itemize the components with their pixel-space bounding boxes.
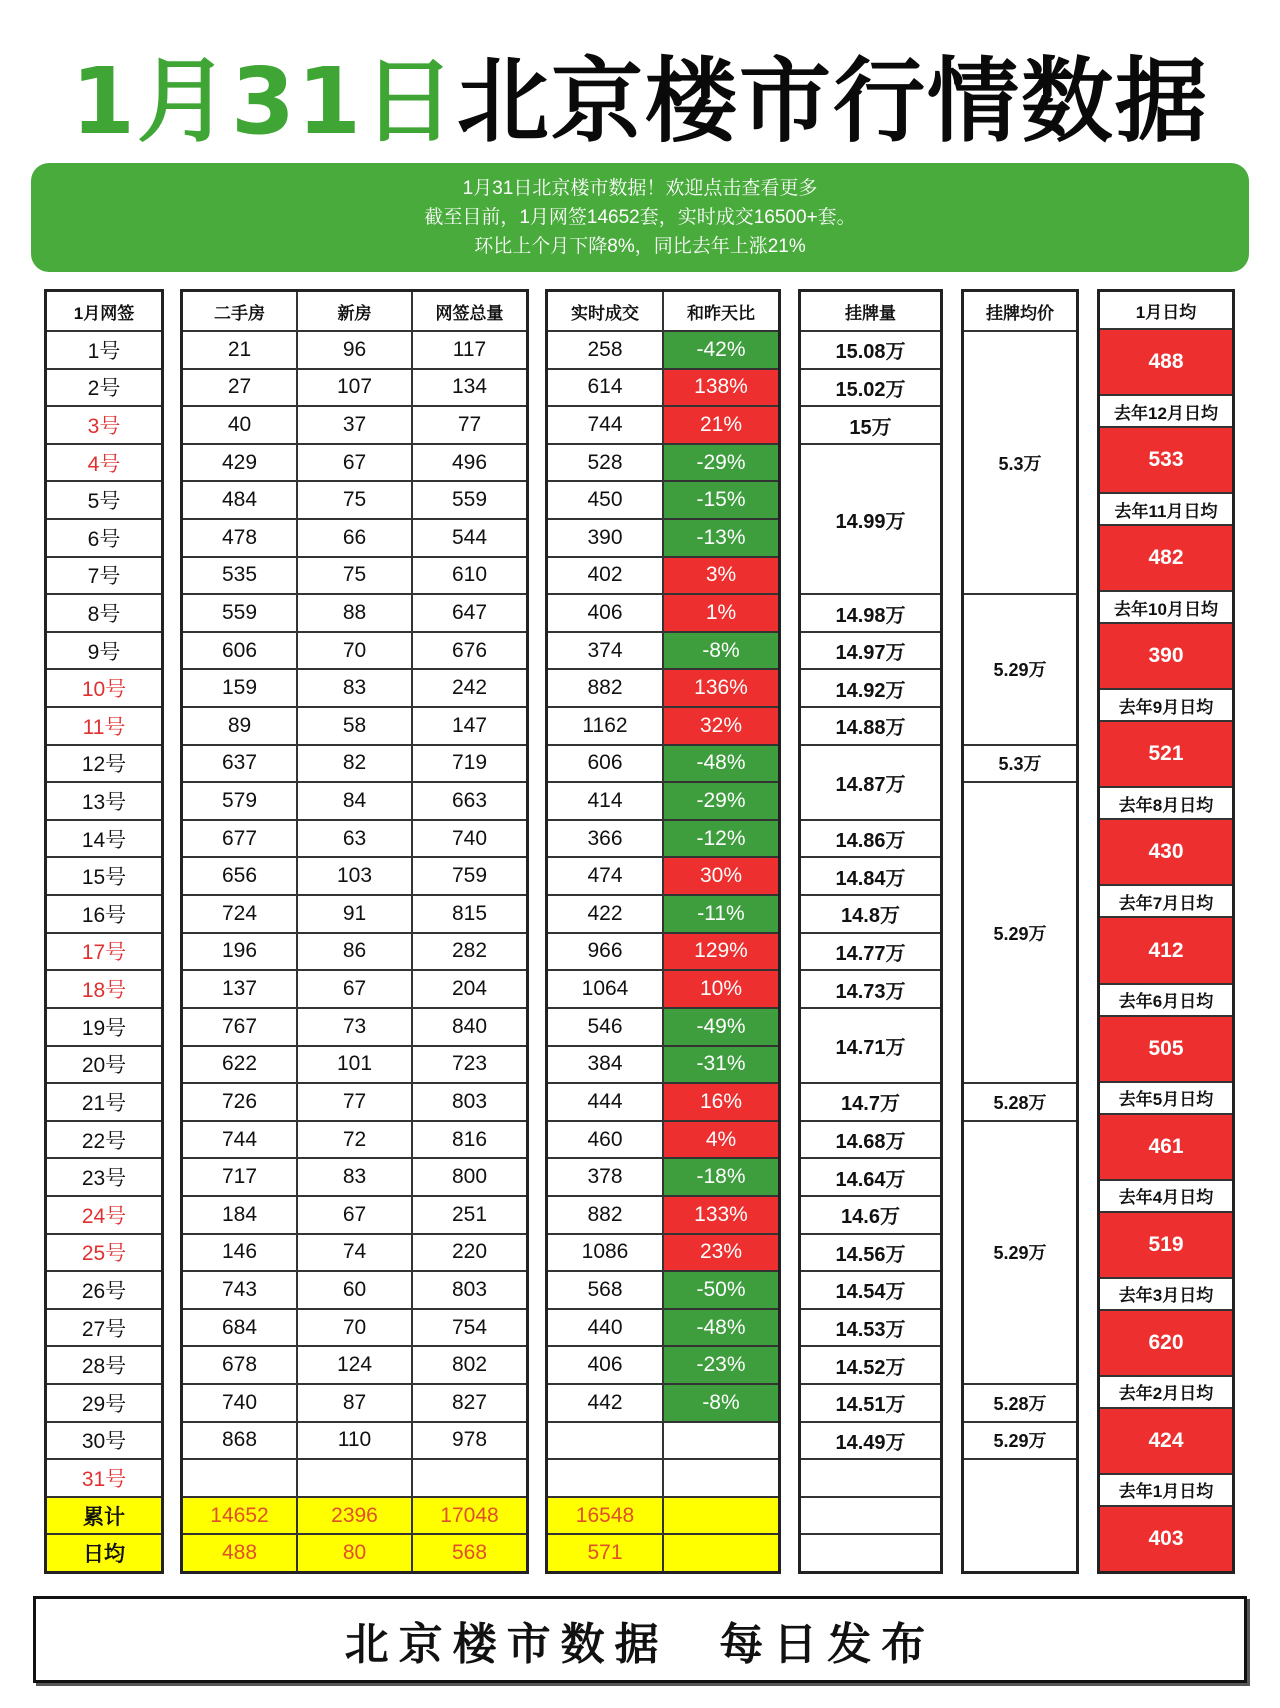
header-second: 二手房 (183, 292, 296, 330)
new-cell: 83 (298, 670, 411, 706)
second-cell: 677 (183, 821, 296, 857)
monthly-value: 505 (1100, 1017, 1232, 1081)
day-cell: 15号 (47, 858, 161, 894)
realtime-cell: 390 (548, 520, 662, 556)
change-cell: -48% (664, 1310, 778, 1346)
listing-cell: 14.87万 (801, 746, 940, 819)
realtime-cell: 606 (548, 746, 662, 782)
realtime-table (545, 289, 781, 1574)
realtime-cell: 440 (548, 1310, 662, 1346)
monthly-label: 去年8月日均 (1100, 788, 1232, 818)
summary-label: 累计 (47, 1498, 161, 1534)
change-cell: 21% (664, 407, 778, 443)
realtime-cell: 614 (548, 370, 662, 406)
second-cell: 137 (183, 971, 296, 1007)
realtime-cell: 460 (548, 1122, 662, 1158)
second-cell: 637 (183, 746, 296, 782)
change-cell: 138% (664, 370, 778, 406)
realtime-cell: 402 (548, 558, 662, 594)
listing-cell (801, 1535, 940, 1571)
day-cell: 22号 (47, 1122, 161, 1158)
second-cell: 535 (183, 558, 296, 594)
total-cell: 719 (413, 746, 526, 782)
total-cell: 803 (413, 1084, 526, 1120)
change-cell: -29% (664, 445, 778, 481)
realtime-cell: 414 (548, 783, 662, 819)
total-cell: 117 (413, 332, 526, 368)
monthly-value: 424 (1100, 1409, 1232, 1473)
footer-text: 北京楼市数据 每日发布 (344, 1618, 936, 1670)
change-cell: 30% (664, 858, 778, 894)
banner-line: 截至目前，1月网签14652套，实时成交16500+套。 (424, 207, 856, 228)
listing-cell: 15.08万 (801, 332, 940, 368)
new-cell: 75 (298, 558, 411, 594)
realtime-cell: 1162 (548, 708, 662, 744)
realtime-cell: 406 (548, 595, 662, 631)
monthly-average-column (1097, 289, 1235, 1574)
realtime-cell (548, 1460, 662, 1496)
footer-banner (33, 1596, 1247, 1683)
header-change: 和昨天比 (664, 292, 778, 330)
listing-cell: 14.77万 (801, 934, 940, 970)
listing-cell: 14.52万 (801, 1347, 940, 1383)
realtime-cell: 744 (548, 407, 662, 443)
realtime-cell: 258 (548, 332, 662, 368)
day-cell: 7号 (47, 558, 161, 594)
monthly-value: 482 (1100, 526, 1232, 590)
day-cell: 8号 (47, 595, 161, 631)
change-cell: -15% (664, 482, 778, 518)
total-cell: 647 (413, 595, 526, 631)
new-cell: 58 (298, 708, 411, 744)
total-cell: 840 (413, 1009, 526, 1045)
second-cell: 767 (183, 1009, 296, 1045)
new-cell: 66 (298, 520, 411, 556)
total-cell: 251 (413, 1197, 526, 1233)
header-price: 挂牌均价 (964, 292, 1076, 330)
change-cell: -8% (664, 633, 778, 669)
new-cell: 67 (298, 1197, 411, 1233)
realtime-cell: 450 (548, 482, 662, 518)
monthly-value: 461 (1100, 1115, 1232, 1179)
monthly-value: 519 (1100, 1213, 1232, 1277)
monthly-label: 1月日均 (1100, 292, 1232, 328)
total-cell: 978 (413, 1423, 526, 1459)
realtime-cell (548, 1423, 662, 1459)
second-cell: 484 (183, 482, 296, 518)
new-cell: 73 (298, 1009, 411, 1045)
listing-table (798, 289, 943, 1574)
day-cell: 13号 (47, 783, 161, 819)
realtime-cell: 378 (548, 1159, 662, 1195)
change-cell: -11% (664, 896, 778, 932)
day-cell: 2号 (47, 370, 161, 406)
summary-total: 568 (413, 1535, 526, 1571)
monthly-value: 533 (1100, 428, 1232, 492)
total-cell: 816 (413, 1122, 526, 1158)
summary-realtime: 16548 (548, 1498, 662, 1534)
second-cell: 678 (183, 1347, 296, 1383)
new-cell: 77 (298, 1084, 411, 1120)
header-day: 1月网签 (47, 292, 161, 330)
change-cell: -50% (664, 1272, 778, 1308)
second-cell: 146 (183, 1235, 296, 1271)
total-cell: 754 (413, 1310, 526, 1346)
new-cell: 103 (298, 858, 411, 894)
new-cell: 110 (298, 1423, 411, 1459)
monthly-value: 403 (1100, 1507, 1232, 1571)
day-cell: 11号 (47, 708, 161, 744)
new-cell: 91 (298, 896, 411, 932)
listing-cell (801, 1460, 940, 1496)
listing-cell: 14.99万 (801, 445, 940, 593)
new-cell: 37 (298, 407, 411, 443)
second-cell: 159 (183, 670, 296, 706)
total-cell: 77 (413, 407, 526, 443)
realtime-cell: 546 (548, 1009, 662, 1045)
second-cell: 21 (183, 332, 296, 368)
day-cell: 10号 (47, 670, 161, 706)
second-cell: 184 (183, 1197, 296, 1233)
monthly-label: 去年3月日均 (1100, 1279, 1232, 1309)
title-date: 1月31日 (70, 48, 458, 155)
realtime-cell: 442 (548, 1385, 662, 1421)
listing-cell (801, 1498, 940, 1534)
listing-cell: 14.51万 (801, 1385, 940, 1421)
total-cell: 134 (413, 370, 526, 406)
banner-line: 环比上个月下降8%，同比去年上涨21% (474, 236, 806, 257)
total-cell: 803 (413, 1272, 526, 1308)
second-cell: 724 (183, 896, 296, 932)
new-cell: 67 (298, 445, 411, 481)
day-cell: 18号 (47, 971, 161, 1007)
change-cell: 32% (664, 708, 778, 744)
day-cell: 1号 (47, 332, 161, 368)
signing-table (180, 289, 529, 1574)
change-cell: -49% (664, 1009, 778, 1045)
header-listing: 挂牌量 (801, 292, 940, 330)
total-cell: 723 (413, 1047, 526, 1083)
total-cell (413, 1460, 526, 1496)
second-cell: 684 (183, 1310, 296, 1346)
total-cell: 544 (413, 520, 526, 556)
total-cell: 827 (413, 1385, 526, 1421)
new-cell: 74 (298, 1235, 411, 1271)
new-cell: 75 (298, 482, 411, 518)
day-cell: 5号 (47, 482, 161, 518)
header-total: 网签总量 (413, 292, 526, 330)
banner-line: 1月31日北京楼市数据！欢迎点击查看更多 (462, 178, 818, 199)
listing-cell: 14.56万 (801, 1235, 940, 1271)
summary-label: 日均 (47, 1535, 161, 1571)
change-cell: 3% (664, 558, 778, 594)
second-cell: 478 (183, 520, 296, 556)
listing-cell: 14.88万 (801, 708, 940, 744)
monthly-value: 521 (1100, 722, 1232, 786)
realtime-cell: 366 (548, 821, 662, 857)
page-title (0, 48, 1280, 155)
day-cell: 19号 (47, 1009, 161, 1045)
realtime-cell: 444 (548, 1084, 662, 1120)
price-cell: 5.3万 (964, 746, 1076, 782)
second-cell: 89 (183, 708, 296, 744)
day-cell: 16号 (47, 896, 161, 932)
day-cell: 26号 (47, 1272, 161, 1308)
monthly-label: 去年1月日均 (1100, 1475, 1232, 1505)
realtime-cell: 528 (548, 445, 662, 481)
monthly-label: 去年4月日均 (1100, 1181, 1232, 1211)
day-cell: 31号 (47, 1460, 161, 1496)
second-cell: 429 (183, 445, 296, 481)
listing-cell: 14.6万 (801, 1197, 940, 1233)
change-cell: 1% (664, 595, 778, 631)
change-cell: 4% (664, 1122, 778, 1158)
new-cell: 107 (298, 370, 411, 406)
second-cell (183, 1460, 296, 1496)
total-cell: 282 (413, 934, 526, 970)
new-cell: 70 (298, 1310, 411, 1346)
day-cell: 28号 (47, 1347, 161, 1383)
listing-cell: 14.8万 (801, 896, 940, 932)
listing-cell: 14.98万 (801, 595, 940, 631)
realtime-cell: 406 (548, 1347, 662, 1383)
change-cell (664, 1423, 778, 1459)
summary-second: 14652 (183, 1498, 296, 1534)
new-cell: 88 (298, 595, 411, 631)
second-cell: 743 (183, 1272, 296, 1308)
monthly-label: 去年6月日均 (1100, 985, 1232, 1015)
summary-change-empty (664, 1535, 778, 1571)
total-cell: 559 (413, 482, 526, 518)
header-new: 新房 (298, 292, 411, 330)
price-cell (964, 1460, 1076, 1571)
listing-cell: 15万 (801, 407, 940, 443)
change-cell: 129% (664, 934, 778, 970)
price-cell: 5.3万 (964, 332, 1076, 593)
day-cell: 25号 (47, 1235, 161, 1271)
realtime-cell: 882 (548, 670, 662, 706)
total-cell: 802 (413, 1347, 526, 1383)
summary-second: 488 (183, 1535, 296, 1571)
listing-cell: 14.68万 (801, 1122, 940, 1158)
new-cell: 86 (298, 934, 411, 970)
day-cell: 3号 (47, 407, 161, 443)
realtime-cell: 568 (548, 1272, 662, 1308)
second-cell: 717 (183, 1159, 296, 1195)
new-cell: 87 (298, 1385, 411, 1421)
listing-cell: 14.54万 (801, 1272, 940, 1308)
second-cell: 559 (183, 595, 296, 631)
price-cell: 5.28万 (964, 1084, 1076, 1120)
total-cell: 242 (413, 670, 526, 706)
total-cell: 610 (413, 558, 526, 594)
day-cell: 17号 (47, 934, 161, 970)
change-cell: 10% (664, 971, 778, 1007)
monthly-label: 去年9月日均 (1100, 690, 1232, 720)
second-cell: 740 (183, 1385, 296, 1421)
total-cell: 204 (413, 971, 526, 1007)
listing-cell: 14.97万 (801, 633, 940, 669)
second-cell: 27 (183, 370, 296, 406)
monthly-label: 去年10月日均 (1100, 592, 1232, 622)
realtime-cell: 1064 (548, 971, 662, 1007)
day-cell: 9号 (47, 633, 161, 669)
summary-banner[interactable] (31, 163, 1249, 272)
change-cell: -18% (664, 1159, 778, 1195)
listing-cell: 15.02万 (801, 370, 940, 406)
summary-total: 17048 (413, 1498, 526, 1534)
new-cell: 101 (298, 1047, 411, 1083)
new-cell: 60 (298, 1272, 411, 1308)
second-cell: 726 (183, 1084, 296, 1120)
total-cell: 676 (413, 633, 526, 669)
change-cell: -23% (664, 1347, 778, 1383)
change-cell: 136% (664, 670, 778, 706)
price-cell: 5.29万 (964, 595, 1076, 743)
second-cell: 196 (183, 934, 296, 970)
second-cell: 868 (183, 1423, 296, 1459)
price-cell: 5.29万 (964, 783, 1076, 1082)
change-cell: -42% (664, 332, 778, 368)
listing-cell: 14.7万 (801, 1084, 940, 1120)
new-cell: 82 (298, 746, 411, 782)
day-cell: 20号 (47, 1047, 161, 1083)
second-cell: 744 (183, 1122, 296, 1158)
total-cell: 220 (413, 1235, 526, 1271)
monthly-label: 去年12月日均 (1100, 396, 1232, 426)
listing-cell: 14.84万 (801, 858, 940, 894)
new-cell: 96 (298, 332, 411, 368)
total-cell: 800 (413, 1159, 526, 1195)
new-cell: 70 (298, 633, 411, 669)
price-cell: 5.29万 (964, 1122, 1076, 1383)
summary-realtime: 571 (548, 1535, 662, 1571)
day-cell: 29号 (47, 1385, 161, 1421)
day-cell: 21号 (47, 1084, 161, 1120)
change-cell: -12% (664, 821, 778, 857)
monthly-value: 620 (1100, 1311, 1232, 1375)
listing-cell: 14.53万 (801, 1310, 940, 1346)
day-cell: 27号 (47, 1310, 161, 1346)
change-cell (664, 1460, 778, 1496)
listing-cell: 14.73万 (801, 971, 940, 1007)
total-cell: 740 (413, 821, 526, 857)
new-cell: 63 (298, 821, 411, 857)
monthly-label: 去年5月日均 (1100, 1083, 1232, 1113)
listing-cell: 14.71万 (801, 1009, 940, 1082)
day-cell: 24号 (47, 1197, 161, 1233)
listing-cell: 14.49万 (801, 1423, 940, 1459)
monthly-label: 去年11月日均 (1100, 494, 1232, 524)
new-cell: 67 (298, 971, 411, 1007)
day-cell: 14号 (47, 821, 161, 857)
total-cell: 815 (413, 896, 526, 932)
second-cell: 579 (183, 783, 296, 819)
new-cell: 83 (298, 1159, 411, 1195)
summary-change-empty (664, 1498, 778, 1534)
day-cell: 30号 (47, 1423, 161, 1459)
realtime-cell: 422 (548, 896, 662, 932)
day-cell: 12号 (47, 746, 161, 782)
listing-cell: 14.64万 (801, 1159, 940, 1195)
listing-cell: 14.86万 (801, 821, 940, 857)
change-cell: -48% (664, 746, 778, 782)
realtime-cell: 1086 (548, 1235, 662, 1271)
second-cell: 606 (183, 633, 296, 669)
new-cell: 84 (298, 783, 411, 819)
day-cell: 6号 (47, 520, 161, 556)
change-cell: -31% (664, 1047, 778, 1083)
total-cell: 663 (413, 783, 526, 819)
monthly-value: 412 (1100, 918, 1232, 982)
change-cell: -13% (664, 520, 778, 556)
second-cell: 656 (183, 858, 296, 894)
realtime-cell: 966 (548, 934, 662, 970)
monthly-value: 488 (1100, 330, 1232, 394)
change-cell: -29% (664, 783, 778, 819)
monthly-label: 去年2月日均 (1100, 1377, 1232, 1407)
new-cell: 72 (298, 1122, 411, 1158)
realtime-cell: 882 (548, 1197, 662, 1233)
second-cell: 40 (183, 407, 296, 443)
summary-new: 2396 (298, 1498, 411, 1534)
title-text: 北京楼市行情数据 (457, 48, 1210, 155)
monthly-value: 390 (1100, 624, 1232, 688)
day-cell: 23号 (47, 1159, 161, 1195)
change-cell: 16% (664, 1084, 778, 1120)
day-column (44, 289, 164, 1574)
total-cell: 496 (413, 445, 526, 481)
new-cell (298, 1460, 411, 1496)
price-cell: 5.29万 (964, 1423, 1076, 1459)
new-cell: 124 (298, 1347, 411, 1383)
change-cell: 23% (664, 1235, 778, 1271)
monthly-label: 去年7月日均 (1100, 886, 1232, 916)
change-cell: -8% (664, 1385, 778, 1421)
total-cell: 147 (413, 708, 526, 744)
header-realtime: 实时成交 (548, 292, 662, 330)
price-table (961, 289, 1079, 1574)
price-cell: 5.28万 (964, 1385, 1076, 1421)
summary-new: 80 (298, 1535, 411, 1571)
realtime-cell: 384 (548, 1047, 662, 1083)
change-cell: 133% (664, 1197, 778, 1233)
realtime-cell: 474 (548, 858, 662, 894)
total-cell: 759 (413, 858, 526, 894)
monthly-value: 430 (1100, 820, 1232, 884)
realtime-cell: 374 (548, 633, 662, 669)
day-cell: 4号 (47, 445, 161, 481)
listing-cell: 14.92万 (801, 670, 940, 706)
second-cell: 622 (183, 1047, 296, 1083)
